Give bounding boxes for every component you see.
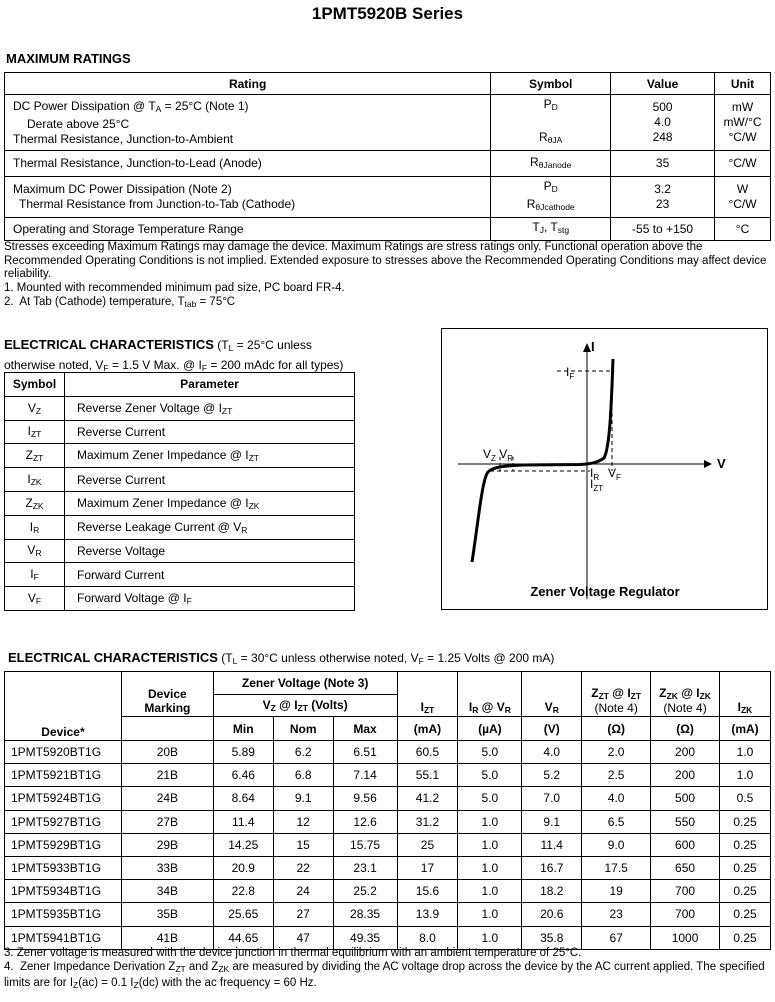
value-text: -55 to +150	[611, 218, 715, 241]
v-axis-label: V	[717, 456, 726, 471]
table-cell: 1PMT5941BT1G	[5, 926, 122, 949]
table-cell: 200	[651, 741, 720, 764]
col-header: Zener Voltage (Note 3)	[213, 672, 397, 695]
table-cell: 1.0	[458, 856, 522, 879]
table-cell: 2.5	[582, 764, 651, 787]
table-row: $I_{ZK}$ Reverse Current	[5, 468, 355, 492]
table-cell: 1.0	[458, 903, 522, 926]
col-header: (µA)	[458, 717, 522, 741]
table-cell: 31.2	[397, 810, 458, 833]
symbol-text: $R_{\theta Jcathode}$	[526, 197, 575, 212]
table-cell: 13.9	[397, 903, 458, 926]
izt-label: $I_{ZT}$	[590, 477, 604, 493]
symbol-text: $P_D$	[543, 179, 558, 194]
table-cell: 11.4	[213, 810, 273, 833]
col-header: Symbol	[491, 73, 611, 95]
table-cell: 25.65	[213, 903, 273, 926]
col-header: Min	[213, 717, 273, 741]
table-row: $I_F$ Forward Current	[5, 563, 355, 587]
table-row	[5, 151, 771, 177]
table-row: $Z_{ZK}$ Maximum Zener Impedance @ $I_{ZK}$	[5, 491, 355, 515]
table-cell: 200	[651, 764, 720, 787]
table-row	[5, 177, 771, 218]
col-header: (Ω)	[651, 717, 720, 741]
table-cell: 1.0	[458, 926, 522, 949]
col-header: $V_Z$ @ $I_{ZT}$ (Volts)	[213, 695, 397, 717]
table-cell: 9.0	[582, 833, 651, 856]
table-cell: 5.89	[213, 741, 273, 764]
unit-text: mW/°C	[723, 115, 762, 129]
table-row: $V_F$ Forward Voltage @ $I_F$	[5, 587, 355, 611]
table-cell: 6.46	[213, 764, 273, 787]
table-row: $I_R$ Reverse Leakage Current @ $V_R$	[5, 515, 355, 539]
table-cell: 1PMT5934BT1G	[5, 880, 122, 903]
table-cell: 700	[651, 903, 720, 926]
table-cell: 7.14	[333, 764, 397, 787]
table-cell: 35B	[121, 903, 213, 926]
col-header: Parameter	[65, 373, 355, 397]
rating-text: Maximum DC Power Dissipation (Note 2)	[13, 182, 232, 196]
i-axis-label: I	[591, 339, 595, 354]
table-cell: 1.0	[719, 764, 770, 787]
col-header: (V)	[522, 717, 582, 741]
symbol-text: $P_D$	[543, 97, 558, 112]
table-cell: 500	[651, 787, 720, 810]
table-cell: 20.6	[522, 903, 582, 926]
table-cell: 0.25	[719, 926, 770, 949]
table-cell: 17.5	[582, 856, 651, 879]
table-cell: 17	[397, 856, 458, 879]
rating-text: Derate above 25°C	[27, 116, 130, 131]
table-cell: 67	[582, 926, 651, 949]
col-header: $Z_{ZT}$ @ $I_{ZT}$ (Note 4)	[582, 672, 651, 717]
table-row	[5, 95, 771, 151]
table-cell: 700	[651, 880, 720, 903]
value-text: 248	[652, 130, 673, 144]
table-cell: 1PMT5924BT1G	[5, 787, 122, 810]
table-cell: 12.6	[333, 810, 397, 833]
table-cell: 0.25	[719, 856, 770, 879]
table-cell: 23.1	[333, 856, 397, 879]
col-header: $I_R$ @ $V_R$	[458, 672, 522, 717]
rating-text: Operating and Storage Temperature Range	[5, 218, 491, 241]
vf-label: $V_F$	[608, 466, 621, 482]
table-cell: 41.2	[397, 787, 458, 810]
symbol-text: $T_J$, $T_{stg}$	[491, 218, 611, 241]
table-cell: 1.0	[458, 880, 522, 903]
table-cell: 15.6	[397, 880, 458, 903]
table-cell: 49.35	[333, 926, 397, 949]
table-row: $I_{ZT}$ Reverse Current	[5, 420, 355, 444]
table-cell: 22.8	[213, 880, 273, 903]
footnote-2: 2. At Tab (Cathode) temperature, $T_{tab} = 75^\circ C$	[4, 296, 236, 309]
i-axis-arrow	[583, 343, 591, 352]
table-cell: 0.5	[719, 787, 770, 810]
table-cell: 4.0	[522, 741, 582, 764]
table-row	[5, 764, 771, 787]
table-cell: 1.0	[458, 810, 522, 833]
table-cell: 25	[397, 833, 458, 856]
table-cell: 25.2	[333, 880, 397, 903]
table-cell: 5.0	[458, 741, 522, 764]
unit-text: °C/W	[715, 151, 771, 177]
footnote-4: 4. Zener Impedance Derivation $Z_{ZT}$ and $Z_{ZK}$ are measured by dividing the AC voltage drop across the device by the AC current applied. The specified limits are for $I_Z(ac) = 0.1$ $I_Z(dc)$ with the ac frequency = 60 Hz.	[4, 961, 765, 990]
rating-text: Thermal Resistance, Junction-to-Ambient	[13, 131, 234, 146]
table-cell: 11.4	[522, 833, 582, 856]
table-cell: 6.2	[273, 741, 333, 764]
col-header: (Ω)	[582, 717, 651, 741]
table-cell: 14.25	[213, 833, 273, 856]
col-header: $Z_{ZK}$ @ $I_{ZK}$ (Note 4)	[651, 672, 720, 717]
footnote-1: 1. Mounted with recommended minimum pad size, PC board FR-4.	[4, 282, 345, 294]
page-title: 1PMT5920B Series	[311, 4, 464, 23]
table-cell: 20B	[121, 741, 213, 764]
table-cell: 1000	[651, 926, 720, 949]
elec-char-2-heading: ELECTRICAL CHARACTERISTICS ($T_L = 30^\circ C$ unless otherwise noted, $V_F = 1.25$ Volts @ 200 mA)	[8, 650, 555, 666]
col-header: $I_{ZK}$	[719, 672, 770, 717]
table-cell: 15.75	[333, 833, 397, 856]
unit-text: °C/W	[728, 130, 757, 144]
value-text: 23	[655, 197, 670, 211]
table-cell: 9.1	[273, 787, 333, 810]
table-row	[5, 926, 771, 949]
table-row: $V_R$ Reverse Voltage	[5, 539, 355, 563]
table-cell: 1.0	[719, 741, 770, 764]
table-row	[5, 787, 771, 810]
symbol-text: $R_{\theta Janode}$	[491, 151, 611, 177]
table-cell: 8.0	[397, 926, 458, 949]
col-header: (mA)	[719, 717, 770, 741]
table-cell: 1PMT5929BT1G	[5, 833, 122, 856]
table-cell: 34B	[121, 880, 213, 903]
table-cell: 6.8	[273, 764, 333, 787]
table-cell: 24B	[121, 787, 213, 810]
table-cell: 650	[651, 856, 720, 879]
table-cell: 0.25	[719, 833, 770, 856]
value-text: 35	[611, 151, 715, 177]
col-header: Nom	[273, 717, 333, 741]
table-cell: 23	[582, 903, 651, 926]
table-cell: 47	[273, 926, 333, 949]
table-row	[5, 741, 771, 764]
table-cell: 28.35	[333, 903, 397, 926]
table-row	[5, 833, 771, 856]
footnote-3: 3. Zener voltage is measured with the device junction in thermal equilibrium with an ambient temperature of 25°C.	[4, 947, 582, 959]
table-cell: 5.0	[458, 764, 522, 787]
vz-vr-label: $V_Z$ $V_R$	[483, 447, 514, 463]
table-cell: 1.0	[458, 833, 522, 856]
rating-text: Thermal Resistance from Junction-to-Tab (Cathode)	[19, 197, 296, 211]
table-cell: 15	[273, 833, 333, 856]
table-cell: 0.25	[719, 810, 770, 833]
table-cell: 9.1	[522, 810, 582, 833]
symbol-text: $R_{\theta JA}$	[539, 130, 563, 145]
col-header: Max	[333, 717, 397, 741]
table-row	[5, 903, 771, 926]
table-cell: 1PMT5920BT1G	[5, 741, 122, 764]
table-cell: 6.51	[333, 741, 397, 764]
table-cell: 33B	[121, 856, 213, 879]
v-axis-arrow	[704, 460, 712, 468]
table-cell: 2.0	[582, 741, 651, 764]
table-cell: 41B	[121, 926, 213, 949]
elec-char-1-heading: ELECTRICAL CHARACTERISTICS ($T_L = 25^\circ C$ unless otherwise noted, $V_F = 1.5$ V Max. @ $I_F = 200$ mAdc for all types)	[4, 337, 344, 373]
table-row: $V_Z$ Reverse Zener Voltage @ $I_{ZT}$	[5, 396, 355, 420]
value-text: 4.0	[654, 115, 671, 129]
col-header	[121, 717, 213, 741]
table-cell: 21B	[121, 764, 213, 787]
unit-text: °C/W	[728, 197, 757, 211]
table-cell: 60.5	[397, 741, 458, 764]
unit-text: mW	[731, 100, 754, 114]
value-text: 500	[652, 100, 673, 114]
device-table	[4, 671, 771, 950]
col-header: $I_{ZT}$	[397, 672, 458, 717]
table-cell: 7.0	[522, 787, 582, 810]
table-cell: 5.0	[458, 787, 522, 810]
col-header: (mA)	[397, 717, 458, 741]
table-cell: 6.5	[582, 810, 651, 833]
max-ratings-heading: MAXIMUM RATINGS	[6, 51, 131, 66]
col-header: $V_R$	[522, 672, 582, 717]
table-cell: 600	[651, 833, 720, 856]
table-row: $Z_{ZT}$ Maximum Zener Impedance @ $I_{ZT}$	[5, 444, 355, 468]
if-label: $I_F$	[566, 365, 575, 381]
col-header: Value	[611, 73, 715, 95]
col-header: Device*	[5, 672, 122, 741]
rating-text: Thermal Resistance, Junction-to-Lead (Anode)	[5, 151, 491, 177]
table-cell: 1PMT5935BT1G	[5, 903, 122, 926]
table-cell: 20.9	[213, 856, 273, 879]
table-cell: 1PMT5933BT1G	[5, 856, 122, 879]
unit-text: °C	[715, 218, 771, 241]
table-cell: 0.25	[719, 903, 770, 926]
table-cell: 9.56	[333, 787, 397, 810]
stress-note: Stresses exceeding Maximum Ratings may damage the device. Maximum Ratings are stress ratings only. Functional operation above the Recommended Operating Conditions is not implied. Extended exposure to stresses above the Recommended Operating Conditions may affect device reliability.	[4, 241, 767, 280]
value-text: 3.2	[654, 182, 671, 196]
symbol-table	[4, 372, 355, 611]
col-header: Device Marking	[121, 672, 213, 717]
table-cell: 1PMT5921BT1G	[5, 764, 122, 787]
table-row	[5, 218, 771, 241]
table-cell: 0.25	[719, 880, 770, 903]
table-cell: 22	[273, 856, 333, 879]
table-cell: 5.2	[522, 764, 582, 787]
table-cell: 18.2	[522, 880, 582, 903]
graph-caption: Zener Voltage Regulator	[530, 584, 680, 599]
table-cell: 35.8	[522, 926, 582, 949]
rating-text: DC Power Dissipation @ $T_A = 25^\circ C$ (Note 1)	[13, 98, 249, 114]
table-cell: 16.7	[522, 856, 582, 879]
table-cell: 19	[582, 880, 651, 903]
table-cell: 24	[273, 880, 333, 903]
table-cell: 12	[273, 810, 333, 833]
unit-text: W	[736, 182, 749, 196]
col-header: Unit	[715, 73, 771, 95]
col-header: Symbol	[5, 373, 65, 397]
table-cell: 27	[273, 903, 333, 926]
table-cell: 4.0	[582, 787, 651, 810]
max-ratings-table	[4, 72, 771, 241]
table-cell: 550	[651, 810, 720, 833]
table-row	[5, 880, 771, 903]
table-cell: 44.65	[213, 926, 273, 949]
table-cell: 29B	[121, 833, 213, 856]
table-cell: 27B	[121, 810, 213, 833]
zener-iv-graph	[441, 328, 768, 610]
table-cell: 55.1	[397, 764, 458, 787]
iv-curve-diagram	[442, 329, 769, 611]
ir-label: $I_R$	[590, 466, 600, 482]
table-cell: 8.64	[213, 787, 273, 810]
table-row	[5, 810, 771, 833]
col-header: Rating	[5, 73, 491, 95]
table-row	[5, 856, 771, 879]
table-cell: 1PMT5927BT1G	[5, 810, 122, 833]
